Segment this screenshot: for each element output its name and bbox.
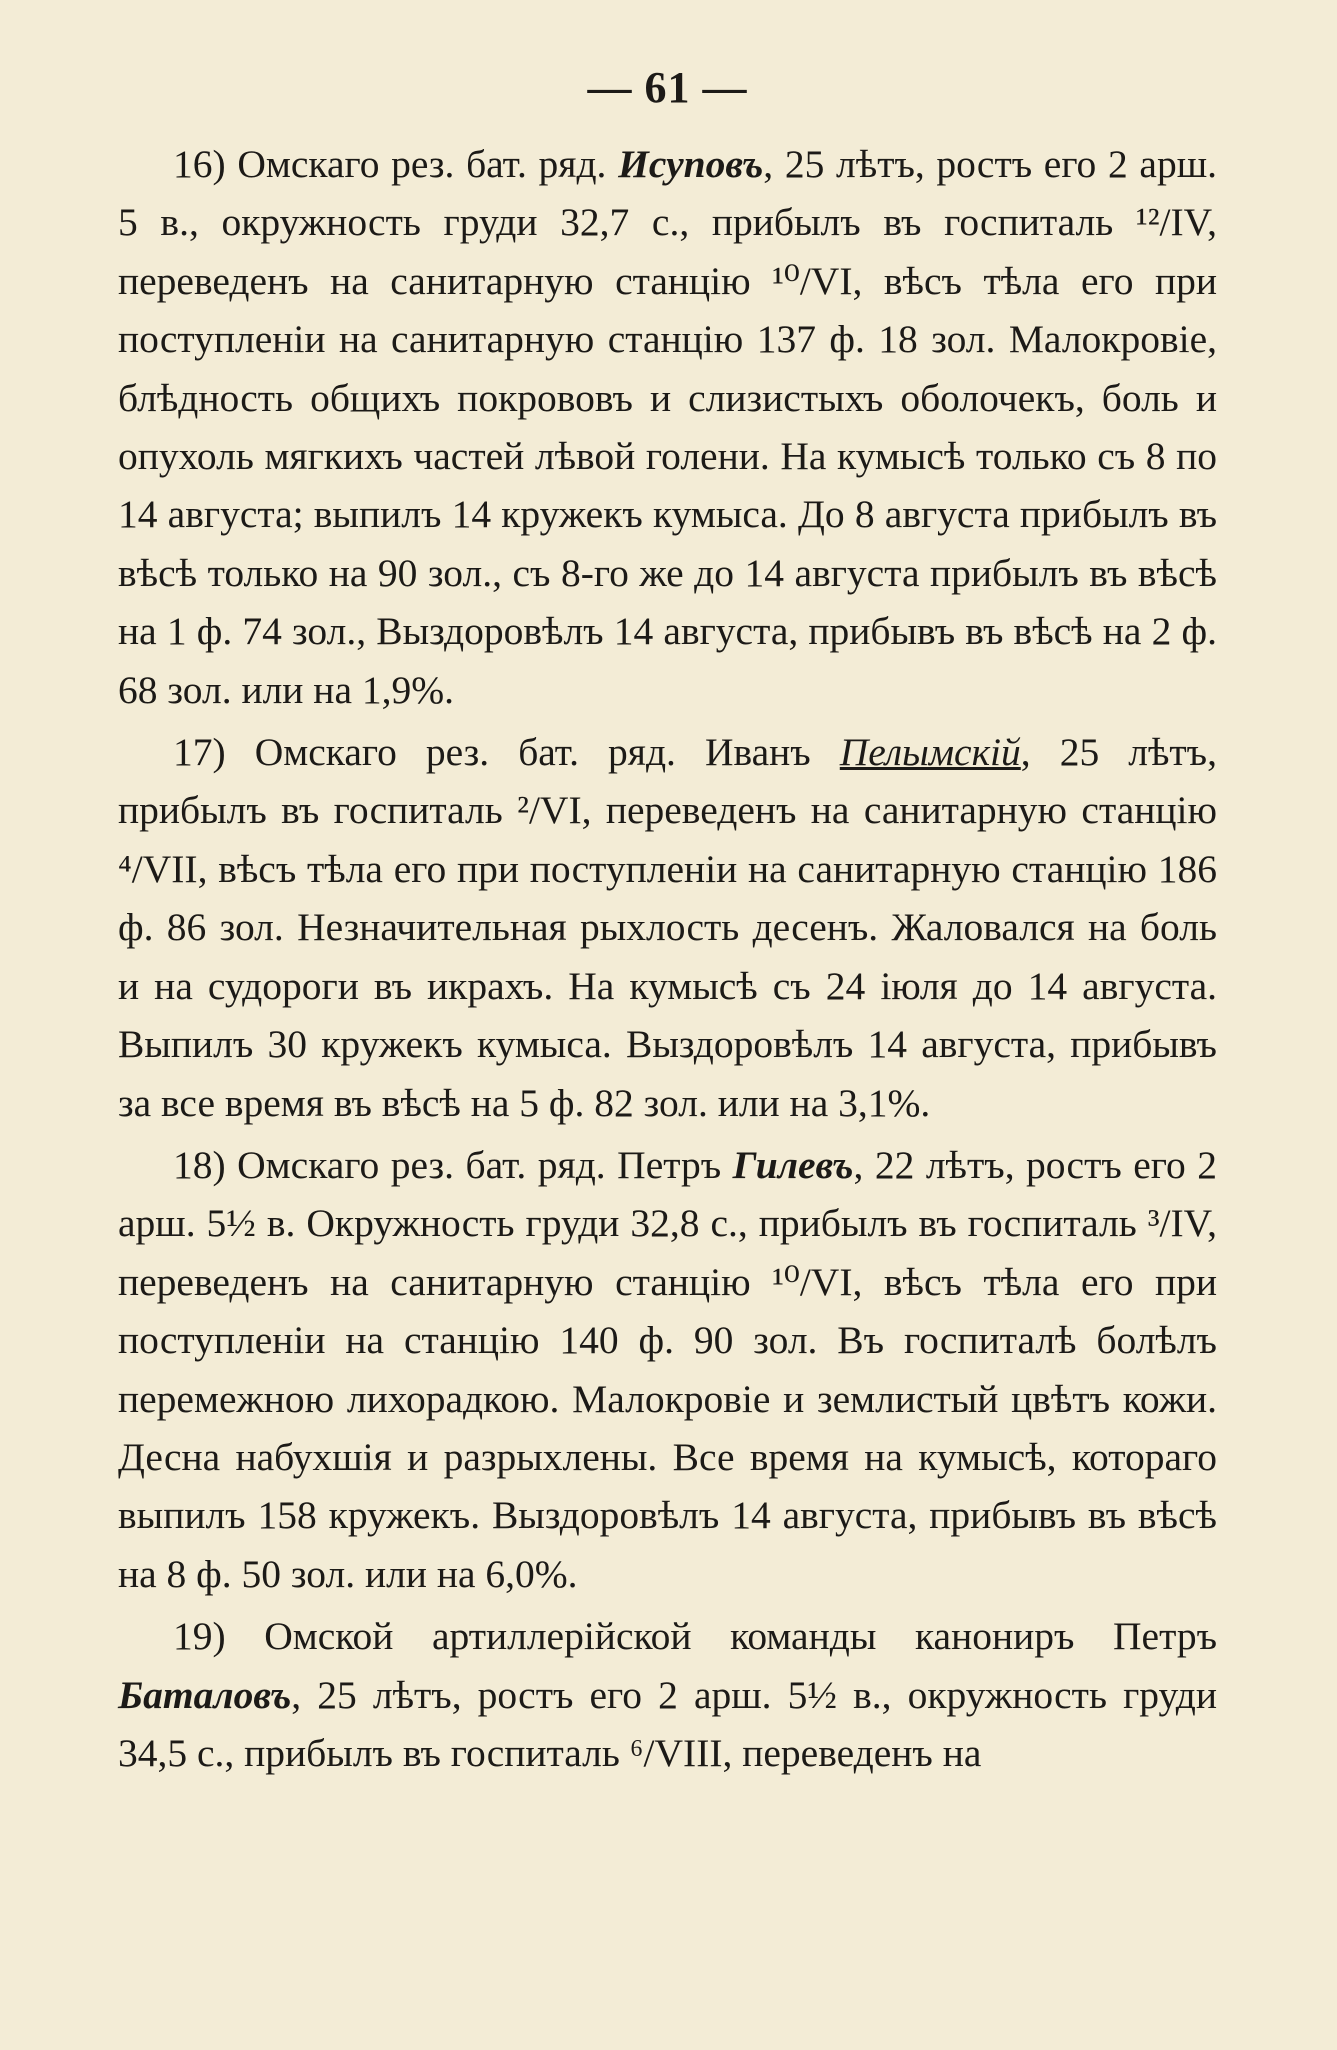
- page-number: — 61 —: [587, 63, 748, 112]
- entry-text-pre: 17) Омскаго рез. бат. ряд. Иванъ: [173, 730, 840, 775]
- entry-text: , 25 лѣтъ, ростъ его 2 арш. 5 в., окружность груди 32,7 с., прибылъ въ госпиталь ¹²/IV, переведенъ на санитарную станцію ¹⁰/VI, вѣсъ тѣла его при поступленіи на санитарную станцію 137 ф. 18 зол. Малокровіе, блѣдность общихъ покрововъ и слизистыхъ оболочекъ, боль и опухоль мягкихъ частей лѣвой голени. На кумысѣ только съ 8 по 14 августа; выпилъ 14 кружекъ кумыса. До 8 августа прибылъ въ вѣсѣ только на 90 зол., съ 8-го же до 14 августа прибылъ въ вѣсѣ на 1 ф. 74 зол., Выздоровѣлъ 14 августа, прибывъ въ вѣсѣ на 2 ф. 68 зол. или на 1,9%.: [118, 142, 1217, 712]
- case-entry-17: [118, 723, 1217, 1132]
- entry-text-pre: 16) Омскаго рез. бат. ряд.: [173, 142, 619, 186]
- entry-text: , 25 лѣтъ, прибылъ въ госпиталь ²/VI, переведенъ на санитарную станцію ⁴/VII, вѣсъ тѣла его при поступленіи на санитарную станцію 186 ф. 86 зол. Незначительная рыхлость десенъ. Жаловался на боль и на судороги въ икрахъ. На кумысѣ съ 24 іюля до 14 августа. Выпилъ 30 кружекъ кумыса. Выздоровѣлъ 14 августа, прибывъ за все время въ вѣсѣ на 5 ф. 82 зол. или на 3,1%.: [118, 730, 1217, 1125]
- entry-text: , 22 лѣтъ, ростъ его 2 арш. 5½ в. Окружность груди 32,8 с., прибылъ въ госпиталь ³/IV, переведенъ на санитарную станцію ¹⁰/VI, вѣсъ тѣла его при поступленіи на станцію 140 ф. 90 зол. Въ госпиталѣ болѣлъ перемежною лихорадкою. Малокровіе и землистый цвѣтъ кожи. Десна набухшія и разрыхлены. Все время на кумысѣ, котораго выпилъ 158 кружекъ. Выздоровѣлъ 14 августа, прибывъ въ вѣсѣ на 8 ф. 50 зол. или на 6,0%.: [118, 1142, 1217, 1596]
- case-entry-19: [118, 1607, 1217, 1782]
- patient-surname: Гилевъ: [732, 1142, 854, 1187]
- entry-text-pre: 18) Омскаго рез. бат. ряд. Петръ: [173, 1142, 733, 1187]
- entry-text-pre: 19) Омской артиллерійской команды канониръ Петръ: [173, 1614, 1217, 1659]
- entry-text: , 25 лѣтъ, ростъ его 2 арш. 5½ в., окружность груди 34,5 с., прибылъ въ госпиталь ⁶/VIII, переведенъ на: [118, 1672, 1217, 1775]
- patient-surname: Баталовъ: [118, 1672, 292, 1717]
- case-entry-18: [118, 1136, 1217, 1603]
- case-entry-16: [118, 135, 1217, 719]
- patient-surname: Исуповъ: [618, 142, 764, 186]
- patient-surname: Пелымскій: [839, 730, 1021, 775]
